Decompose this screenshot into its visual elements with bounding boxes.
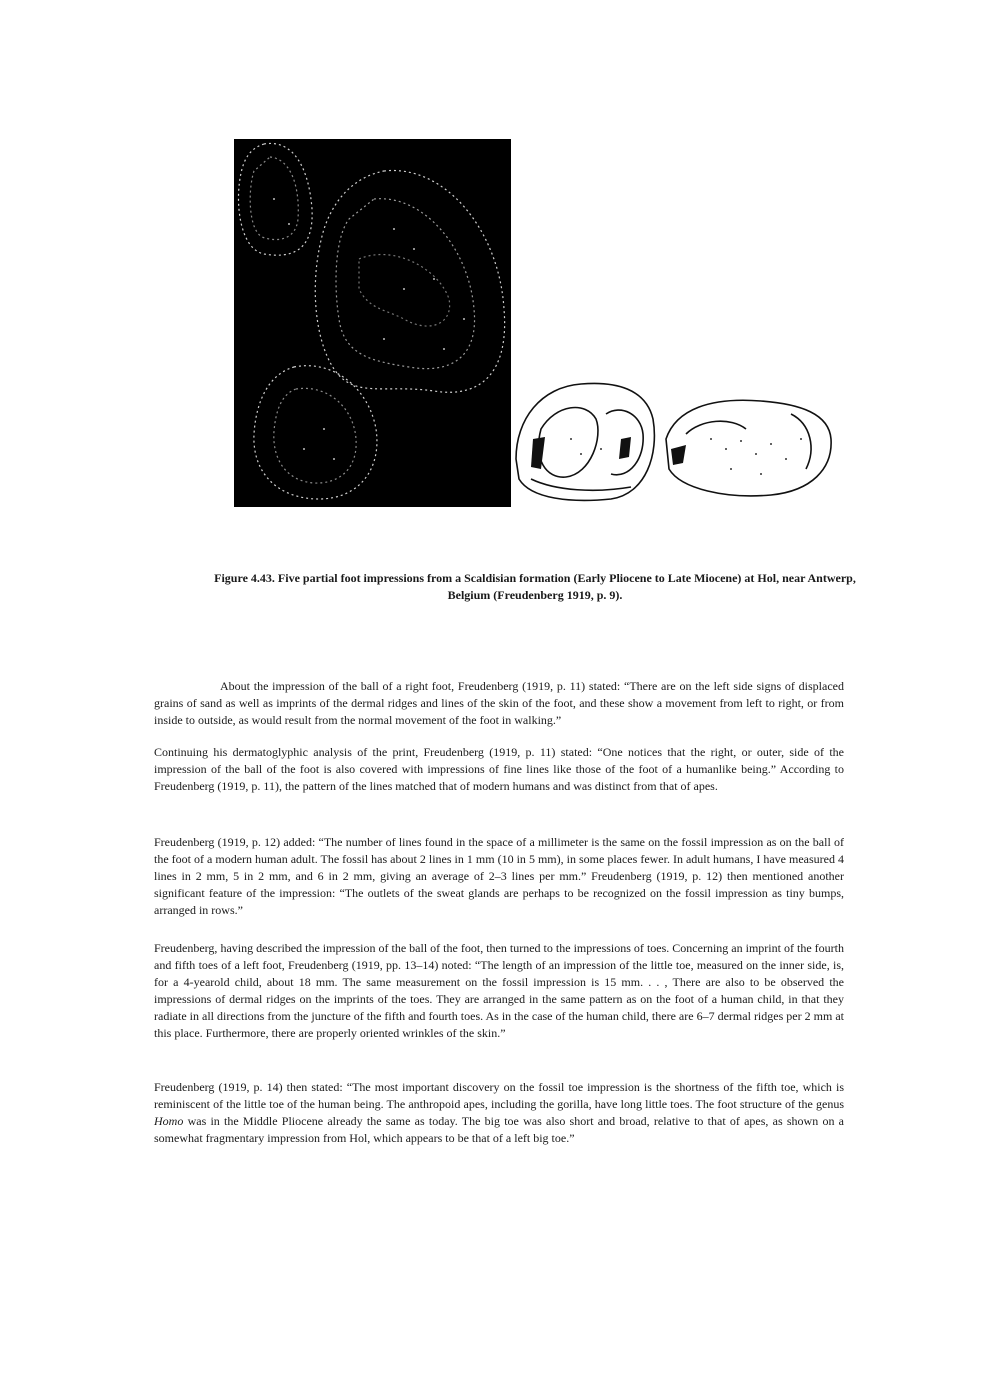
- figure-caption: Figure 4.43. Five partial foot impressions from a Scaldisian formation (Early Pliocene to Late Miocene) at Hol, near Antwerp, Belgium (Freudenberg 1919, p. 9).: [214, 571, 856, 602]
- paragraph: [154, 834, 844, 919]
- paragraph-text: [154, 1079, 844, 1147]
- paragraph-text: Freudenberg (1919, p. 12) added: “The number of lines found in the space of a millimeter is the same on the fossil impression as on the ball of the foot of a modern human adult. The fossil has about 2 lines in 1 mm (10 in 5 mm), in some places fewer. In adult humans, I have measured 4 lines in 2 mm, 5 in 2 mm, and 6 in 2 mm, giving an average of 2–3 lines per mm.” Freudenberg (1919, p. 12) then mentioned another significant feature of the impression: “The outlets of the sweat glands are perhaps to be recognized on the fossil impression as tiny bumps, arranged in rows.”: [154, 835, 844, 917]
- paragraph-text: Continuing his dermatoglyphic analysis of the print, Freudenberg (1919, p. 11) stated: “One notices that the right, or outer, side of the impression of the ball of the foot is also covered with impressions of fine lines like those of the foot of a humanlike being.” According to Freudenberg (1919, p. 11), the pattern of the lines matched that of modern humans and was distinct from that of apes.: [154, 745, 844, 793]
- genus-name: Homo: [154, 1114, 184, 1128]
- paragraph-text: About the impression of the ball of a right foot, Freudenberg (1919, p. 11) stated: “There are on the left side signs of displaced grains of sand as well as imprints of the dermal ridges and lines of the skin of the foot, and these show a movement from left to right, or from inside to outside, as would result from the normal movement of the foot in walking.”: [154, 679, 844, 727]
- fossil-photo: [234, 139, 511, 507]
- figure: [234, 139, 836, 507]
- paragraph-text: Freudenberg, having described the impression of the ball of the foot, then turned to the impressions of toes. Concerning an imprint of the fourth and fifth toes of a left foot, Freudenberg (1919, pp. 13–14) noted: “The length of an impression of the little toe, measured on the inner side, is, for a 4-yearold child, about 18 mm. The same measurement on the fossil impression is 15 mm. . . , There are also to be observed the impressions of dermal ridges on the imprints of the toes. They are arranged in the same pattern as on the foot of a human child, in that they radiate in all directions from the juncture of the fifth and fourth toes. As in the case of the human child, there are 6–7 dermal ridges per 2 mm at this place. Furthermore, there are properly oriented wrinkles of the skin.”: [154, 941, 844, 1040]
- paragraph: [154, 744, 844, 795]
- paragraph: [154, 940, 844, 1042]
- foot-impression-drawings: [511, 379, 836, 507]
- paragraph: [154, 678, 844, 729]
- fossil-photo-graphic: [234, 139, 511, 507]
- paragraph-text-end: was in the Middle Pliocene already the same as today. The big toe was also short and broad, relative to that of apes, as shown on a somewhat fragmentary impression from Hol, which appears to be that of a left big toe.”: [154, 1114, 844, 1145]
- paragraph: [154, 1079, 844, 1147]
- paragraph-text-start: Freudenberg (1919, p. 14) then stated: “The most important discovery on the fossil toe impression is the shortness of the fifth toe, which is reminiscent of the little toe of the human being. The anthropoid apes, including the gorilla, have long little toes. The foot structure of the genus: [154, 1080, 844, 1111]
- drawings-graphic: [511, 379, 836, 507]
